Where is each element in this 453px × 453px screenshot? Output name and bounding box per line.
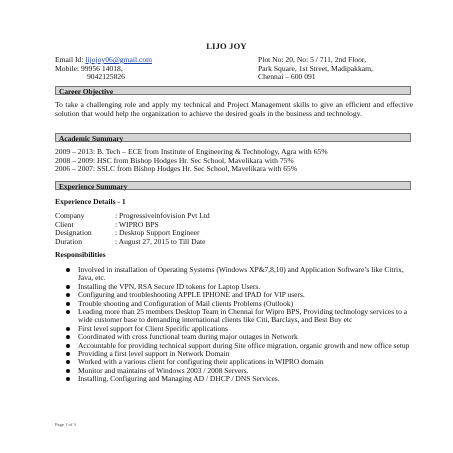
bullet-icon [66,268,70,272]
bullet-icon [66,285,70,289]
bullet-icon [66,377,70,381]
objective-text: To take a challenging role and apply my technical and Project Management skills to give an efficient and effective solution that would help the organization to achieve the desired goals in the business and technology. [55,100,413,118]
email-label: Email Id: [55,55,84,64]
list-item: Providing a first level support in Network Domain [66,350,412,358]
address-line-1: Plot No: 20, No: 5 / 711, 2nd Floor, [258,55,367,64]
detail-value: : WIPRO BPS [115,219,159,229]
list-item: Configuring and troubleshooting APPLE IPHONE and IPAD for VIP users. [66,291,412,299]
detail-key: Designation [55,228,92,238]
bullet-icon [66,327,70,331]
mobile-number-1: 99956 14018, [80,63,123,73]
list-item: Worked with a various client for configuring their applications in WIPRO domain [66,358,412,366]
experience-details [55,212,210,246]
contact-block [55,56,152,82]
experience-title: Experience Details - 1 [55,197,126,206]
list-item: Involved in installation of Operating Systems (Windows XP&7,8,10) and Application Software’s like Citrix, Java, etc. [66,266,412,283]
bullet-icon [66,360,70,364]
section-career-objective: Career Objective [55,86,411,95]
bullet-icon [66,335,70,339]
address-line-2: Park Square, 1st Street, Madipakkam, [258,63,373,73]
detail-row-duration [55,238,210,247]
academic-list [55,148,413,174]
page-number: Page 1 of 3 [55,422,76,427]
academic-item: 2008 – 2009: HSC from Bishop Hodges Hr. Sec School, Mavelikara with 75% [55,155,294,165]
detail-key: Duration [55,236,82,246]
list-item: Trouble shooting and Configuration of Mail clients Problems (Outlook) [66,300,412,308]
list-item: Installing the VPN, RSA Secure ID tokens for Laptop Users. [66,283,412,291]
responsibilities-title: Responsibilities [55,250,106,259]
detail-value: : Progressiveinfovision Pvt Ltd [115,211,210,220]
bullet-icon [66,369,70,373]
detail-value: : August 27, 2015 to Till Date [115,236,206,246]
responsibilities-list [66,266,412,384]
list-item: First level support for Client Specific applications [66,325,412,333]
address-line-3: Chennai – 600 091 [258,72,316,82]
detail-key: Client [55,219,74,229]
list-item: Monitor and maintains of Windows 2003 / 2008 Servers. [66,367,412,375]
section-experience-summary: Experience Summary [55,181,411,190]
bullet-icon [66,344,70,348]
list-item: Accountable for providing technical support during Site office migration, organic growth and new office setup [66,342,412,350]
section-academic-summary: Academic Summary [55,133,411,142]
bullet-icon [66,293,70,297]
mobile-label: Mobile: [55,63,80,73]
list-item: Leading more than 25 members Desktop Team in Chennai for Wipro BPS, Providing technology services to a wide customer base to demanding international clients like Citi, Barclays, and Best Buy etc [66,308,412,325]
academic-item: 2009 – 2013: B. Tech – ECE from Institute of Engineering & Technology, Agra with 65% [55,147,328,156]
address-block [258,56,373,82]
candidate-name: LIJO JOY [206,41,247,51]
bullet-icon [66,302,70,306]
list-item: Coordinated with cross functional team during major outages in Network [66,333,412,341]
list-item: Installing, Configuring and Managing AD / DHCP / DNS Services. [66,375,412,383]
detail-key: Company [55,211,85,220]
email-link[interactable]: lijojoy06@gmail.com [85,55,153,64]
bullet-icon [66,352,70,356]
bullet-icon [66,310,70,314]
mobile-number-2: 9042125826 [87,72,125,82]
academic-item: 2006 – 2007: SSLC from Bishop Hodges Hr. Sec School, Mavelikara with 65% [55,164,298,174]
detail-value: : Desktop Support Engineer [115,228,200,238]
